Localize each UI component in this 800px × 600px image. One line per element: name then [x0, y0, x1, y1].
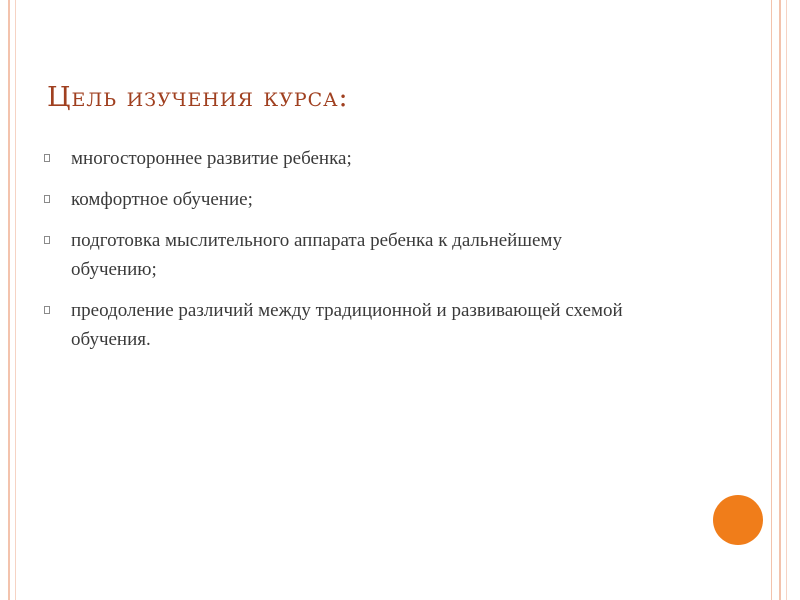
bullet-icon [44, 306, 50, 314]
list-item [44, 144, 634, 173]
left-border-line [8, 0, 10, 600]
list-item [44, 185, 634, 214]
left-border-line-thin [15, 0, 16, 600]
right-border-line-outer [786, 0, 787, 600]
slide-title: Цель изучения курса: [47, 82, 349, 113]
bullet-list [44, 144, 634, 366]
bullet-text: комфортное обучение; [71, 189, 253, 210]
bullet-text: многостороннее развитие ребенка; [71, 148, 352, 169]
bullet-text: преодоление различий между традиционной и развивающей схемой обучения. [71, 300, 623, 350]
bullet-icon [44, 236, 50, 244]
right-border-line [779, 0, 781, 600]
right-border-line-thin [771, 0, 772, 600]
bullet-icon [44, 154, 50, 162]
list-item [44, 226, 634, 284]
orange-circle-decoration [713, 495, 763, 545]
bullet-icon [44, 195, 50, 203]
bullet-text: подготовка мыслительного аппарата ребенка к дальнейшему обучению; [71, 230, 562, 280]
list-item [44, 296, 634, 354]
